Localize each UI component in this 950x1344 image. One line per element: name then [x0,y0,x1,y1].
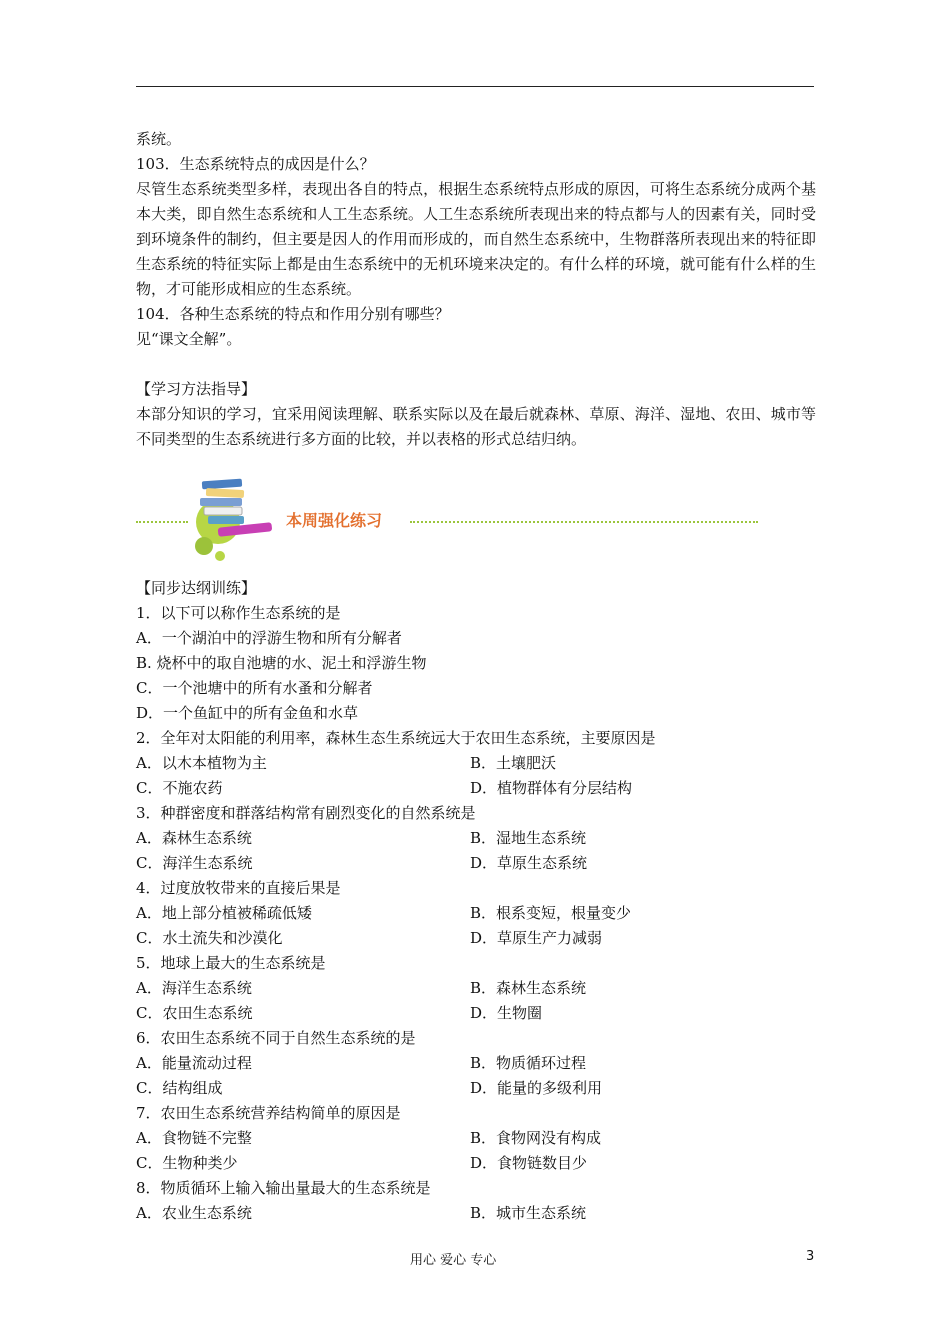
q3-option-c: C．海洋生态系统 [136,854,253,872]
q5-option-b: B．森林生态系统 [470,979,587,997]
q4-option-b: B．根系变短，根量变少 [470,904,632,922]
q8-option-a: A．农业生态系统 [136,1204,252,1222]
q6-option-d: D．能量的多级利用 [470,1079,603,1097]
banner-dots-right [410,521,758,523]
q5-option-d: D．生物圈 [470,1004,543,1022]
q3-option-d: D．草原生态系统 [470,854,588,872]
q7-option-a: A．食物链不完整 [136,1129,252,1147]
q2-option-b: B．土壤肥沃 [470,754,557,772]
q6-option-b: B．物质循环过程 [470,1054,587,1072]
q4-stem: 4．过度放牧带来的直接后果是 [136,879,341,897]
q6-stem: 6．农田生态系统不同于自然生态系统的是 [136,1029,416,1047]
q6-option-c: C．结构组成 [136,1079,223,1097]
q3-option-a: A．森林生态系统 [136,829,252,847]
q5-stem: 5．地球上最大的生态系统是 [136,954,326,972]
q7-option-d: D．食物链数目少 [470,1154,588,1172]
q8-option-b: B．城市生态系统 [470,1204,587,1222]
q4-option-d: D．草原生产力减弱 [470,929,603,947]
banner-dots-left [136,521,188,523]
intro-end: 系统。 [136,130,182,148]
method-heading: 【学习方法指导】 [136,380,257,398]
q4-option-c: C．水土流失和沙漠化 [136,929,283,947]
q2-option-c: C．不施农药 [136,779,223,797]
q7-option-c: C．生物种类少 [136,1154,238,1172]
books-stack-icon [188,470,288,562]
header-rule [136,86,814,87]
q3-stem: 3．种群密度和群落结构常有剧烈变化的自然系统是 [136,804,476,822]
banner-title: 本周强化练习 [286,511,383,530]
method-text: 本部分知识的学习，宜采用阅读理解、联系实际以及在最后就森林、草原、海洋、湿地、农田、城市等不同类型的生态系统进行多方面的比较，并以表格的形式总结归纳。 [136,405,816,448]
q5-option-a: A．海洋生态系统 [136,979,252,997]
q1-option-c: C．一个池塘中的所有水蚤和分解者 [136,679,373,697]
q2-stem: 2．全年对太阳能的利用率，森林生态生系统远大于农田生态系统，主要原因是 [136,729,656,747]
q103-question: 103．生态系统特点的成因是什么？ [136,155,375,173]
q2-option-d: D．植物群体有分层结构 [470,779,633,797]
q104-answer: 见“课文全解”。 [136,330,242,348]
q1-option-a: A．一个湖泊中的浮游生物和所有分解者 [136,629,402,647]
footer-motto: 用心 爱心 专心 [410,1253,497,1268]
page-number: 3 [806,1249,815,1264]
q103-answer: 尽管生态系统类型多样，表现出各自的特点，根据生态系统特点形成的原因，可将生态系统分成两个基本大类，即自然生态系统和人工生态系统。人工生态系统所表现出来的特点都与人的因素有关，同时受到环境条件的制约，但主要是因人的作用而形成的，而自然生态系统中，生物群落所表现出来的特征即生态系统的特征实际上都是由生态系统中的无机环境来决定的。有什么样的环境，就可能有什么样的生物，才可能形成相应的生态系统。 [136,180,816,298]
q7-option-b: B．食物网没有构成 [470,1129,602,1147]
q2-option-a: A．以木本植物为主 [136,754,267,772]
q7-stem: 7．农田生态系统营养结构简单的原因是 [136,1104,401,1122]
q1-option-b: B. 烧杯中的取自池塘的水、泥土和浮游生物 [136,654,427,672]
q3-option-b: B．湿地生态系统 [470,829,587,847]
q1-stem: 1．以下可以称作生态系统的是 [136,604,341,622]
q104-question: 104．各种生态系统的特点和作用分别有哪些？ [136,305,450,323]
q1-option-d: D．一个鱼缸中的所有金鱼和水草 [136,704,359,722]
q6-option-a: A．能量流动过程 [136,1054,252,1072]
q8-stem: 8．物质循环上输入输出量最大的生态系统是 [136,1179,431,1197]
q4-option-a: A．地上部分植被稀疏低矮 [136,904,312,922]
practice-heading: 【同步达纲训练】 [136,579,257,597]
q5-option-c: C．农田生态系统 [136,1004,253,1022]
